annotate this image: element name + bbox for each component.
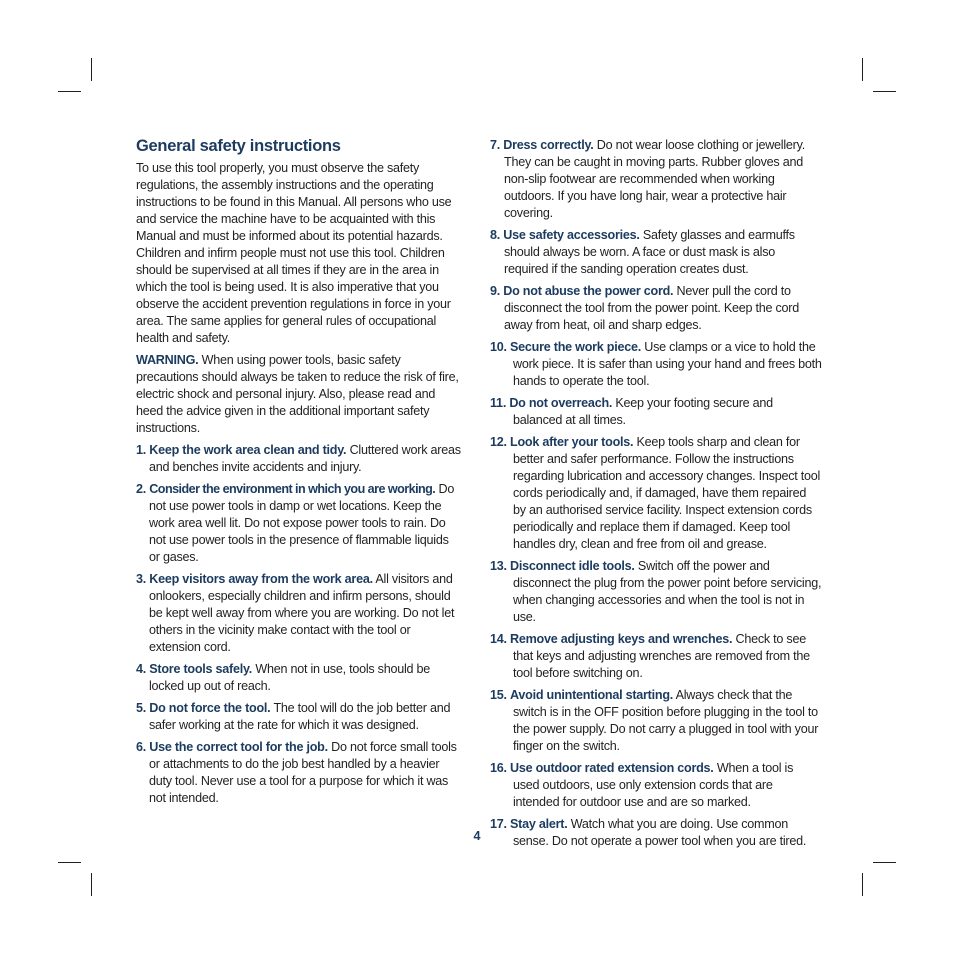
list-item bbox=[136, 481, 462, 566]
right-column bbox=[490, 137, 822, 855]
item-number: 15. bbox=[490, 688, 507, 702]
item-text: Keep tools sharp and clean for better and safer performance. Follow the instructions regarding lubrication and accessory changes. Inspect tool cords periodically and, if damaged, have them repaired by an authorised service facility. Inspect extension cords periodically and replace them if damaged. Keep tool handles dry, clean and free from oil and grease. bbox=[513, 435, 821, 551]
item-number: 9. bbox=[490, 284, 501, 298]
item-number: 2. bbox=[136, 482, 147, 496]
item-text: When not in use, tools should be locked up out of reach. bbox=[149, 662, 431, 693]
item-number: 13. bbox=[490, 559, 507, 573]
item-heading: Use outdoor rated extension cords. bbox=[510, 761, 714, 775]
item-heading: Use the correct tool for the job. bbox=[149, 740, 328, 754]
item-text: Never pull the cord to disconnect the tool from the power point. Keep the cord away from heat, oil and sharp edges. bbox=[504, 284, 799, 332]
list-item bbox=[490, 339, 822, 390]
item-number: 17. bbox=[490, 817, 507, 831]
list-item bbox=[490, 558, 822, 626]
item-number: 7. bbox=[490, 138, 501, 152]
item-heading: Avoid unintentional starting. bbox=[510, 688, 674, 702]
item-heading: Remove adjusting keys and wrenches. bbox=[510, 632, 733, 646]
item-text: Do not use power tools in damp or wet locations. Keep the work area well lit. Do not expose power tools to rain. Do not use power tools in the presence of flammable liquids or gases. bbox=[149, 482, 455, 564]
item-text: Do not wear loose clothing or jewellery. They can be caught in moving parts. Rubber gloves and non-slip footwear are recommended when working outdoors. If you have long hair, wear a protective hair covering. bbox=[504, 138, 805, 220]
item-heading: Do not force the tool. bbox=[149, 701, 271, 715]
warning-text: When using power tools, basic safety precautions should always be taken to reduce the risk of fire, electric shock and personal injury. Also, please read and heed the advice given in the additional important safety instructions. bbox=[136, 353, 459, 435]
item-text: When a tool is used outdoors, use only extension cords that are intended for outdoor use and are so marked. bbox=[513, 761, 794, 809]
crop-mark-bottom-left-vertical bbox=[91, 873, 92, 896]
item-heading: Stay alert. bbox=[510, 817, 568, 831]
crop-mark-top-left-horizontal bbox=[58, 91, 81, 92]
left-column bbox=[136, 136, 462, 812]
list-item bbox=[490, 631, 822, 682]
item-heading: Do not abuse the power cord. bbox=[503, 284, 674, 298]
item-text: Keep your footing secure and balanced at all times. bbox=[513, 396, 773, 427]
list-item bbox=[136, 739, 462, 807]
item-text: All visitors and onlookers, especially children and infirm persons, should be kept well away from where you are working. Do not let others in the vicinity make contact with the tool or extension cord. bbox=[149, 572, 455, 654]
item-number: 6. bbox=[136, 740, 147, 754]
item-text: Always check that the switch is in the OFF position before plugging in the tool to the power supply. Do not carry a plugged in tool with your finger on the switch. bbox=[513, 688, 819, 753]
list-item bbox=[490, 687, 822, 755]
item-text: Switch off the power and disconnect the plug from the power point before servicing, when changing accessories and when the tool is not in use. bbox=[513, 559, 822, 624]
crop-mark-bottom-right-vertical bbox=[862, 873, 863, 896]
safety-list-left bbox=[136, 442, 462, 807]
item-number: 8. bbox=[490, 228, 501, 242]
item-heading: Dress correctly. bbox=[503, 138, 594, 152]
crop-mark-top-left-vertical bbox=[91, 58, 92, 81]
list-item bbox=[136, 571, 462, 656]
item-heading: Disconnect idle tools. bbox=[510, 559, 635, 573]
crop-mark-top-right-vertical bbox=[862, 58, 863, 81]
warning-paragraph bbox=[136, 352, 462, 437]
item-heading: Do not overreach. bbox=[509, 396, 613, 410]
item-text: Watch what you are doing. Use common sense. Do not operate a power tool when you are tired. bbox=[513, 817, 807, 848]
list-item bbox=[136, 700, 462, 734]
item-number: 10. bbox=[490, 340, 507, 354]
item-number: 4. bbox=[136, 662, 147, 676]
item-text: Safety glasses and earmuffs should always be worn. A face or dust mask is also required if the sanding operation creates dust. bbox=[504, 228, 795, 276]
item-text: Cluttered work areas and benches invite accidents and injury. bbox=[149, 443, 461, 474]
section-title: General safety instructions bbox=[136, 137, 341, 155]
list-item bbox=[490, 283, 822, 334]
item-text: The tool will do the job better and safer working at the rate for which it was designed. bbox=[149, 701, 451, 732]
item-number: 5. bbox=[136, 701, 147, 715]
list-item bbox=[490, 395, 822, 429]
crop-mark-top-right-horizontal bbox=[873, 91, 896, 92]
item-heading: Secure the work piece. bbox=[510, 340, 642, 354]
item-heading: Keep visitors away from the work area. bbox=[149, 572, 373, 586]
item-heading: Keep the work area clean and tidy. bbox=[149, 443, 347, 457]
list-item bbox=[136, 661, 462, 695]
item-number: 12. bbox=[490, 435, 507, 449]
item-heading: Use safety accessories. bbox=[503, 228, 640, 242]
crop-mark-bottom-right-horizontal bbox=[873, 862, 896, 863]
item-heading: Look after your tools. bbox=[510, 435, 634, 449]
item-number: 3. bbox=[136, 572, 147, 586]
item-text: Check to see that keys and adjusting wrenches are removed from the tool before switching on. bbox=[513, 632, 810, 680]
safety-list-right bbox=[490, 137, 822, 850]
list-item bbox=[490, 227, 822, 278]
item-number: 11. bbox=[490, 396, 507, 410]
item-number: 14. bbox=[490, 632, 507, 646]
item-text: Use clamps or a vice to hold the work piece. It is safer than using your hand and frees both hands to operate the tool. bbox=[513, 340, 822, 388]
page-number: 4 bbox=[473, 829, 481, 843]
item-heading: Store tools safely. bbox=[149, 662, 253, 676]
list-item bbox=[490, 434, 822, 553]
crop-mark-bottom-left-horizontal bbox=[58, 862, 81, 863]
list-item bbox=[136, 442, 462, 476]
list-item bbox=[490, 760, 822, 811]
item-number: 16. bbox=[490, 761, 507, 775]
warning-label: WARNING. bbox=[136, 353, 199, 367]
item-heading: Consider the environment in which you are working. bbox=[149, 482, 436, 496]
intro-paragraph: To use this tool properly, you must observe the safety regulations, the assembly instructions and the operating instructions to be found in this Manual. All persons who use and service the machine have to be acquainted with this Manual and must be informed about its potential hazards. Children and infirm people must not use this tool. Children should be supervised at all times if they are in the area in which the tool is being used. It is also imperative that you observe the accident prevention regulations in force in your area. The same applies for general rules of occupational health and safety. bbox=[136, 161, 452, 345]
item-text: Do not force small tools or attachments to do the job best handled by a heavier duty tool. Never use a tool for a purpose for which it was not intended. bbox=[149, 740, 457, 805]
list-item bbox=[490, 137, 822, 222]
item-number: 1. bbox=[136, 443, 147, 457]
